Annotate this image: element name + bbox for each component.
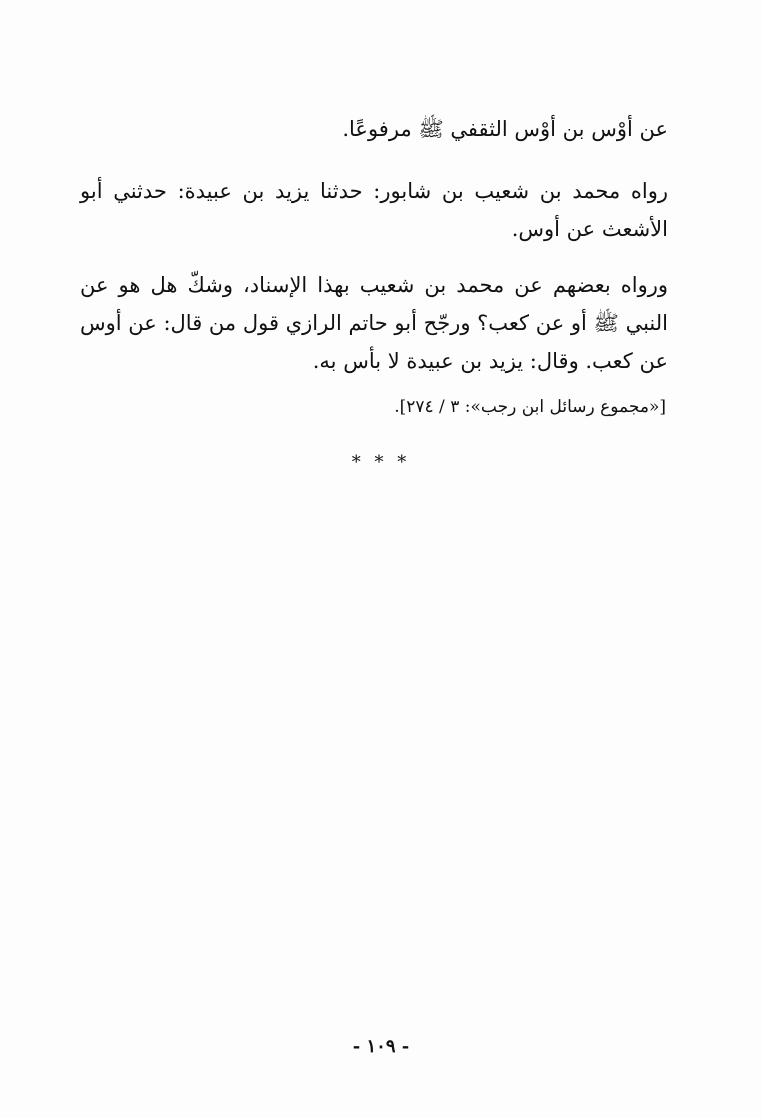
section-separator: * * *	[351, 452, 411, 473]
text-line: عن كعب. وقال: يزيد بن عبيدة لا بأس به.	[312, 349, 668, 373]
text-line: رواه محمد بن شعيب بن شابور: حدثنا يزيد بن عبيدة: حدثني أبو	[80, 179, 668, 203]
paragraph-chain-of-narration	[80, 172, 668, 248]
text-line: ورواه بعضهم عن محمد بن شعيب بهذا الإسناد، وشكّ هل هو عن	[80, 273, 668, 297]
source-citation: [«مجموع رسائل ابن رجب»: ٣ / ٢٧٤].	[394, 397, 666, 417]
paragraph-hadith-narration	[80, 110, 668, 148]
paragraph-variant-narration	[80, 266, 668, 380]
page-number: - ١٠٩ -	[352, 1036, 410, 1057]
text-line: عن أوْس بن أوْس الثقفي ﷺ مرفوعًا.	[342, 117, 668, 141]
text-line: الأشعث عن أوس.	[511, 217, 668, 241]
text-line: النبي ﷺ أو عن كعب؟ ورجّح أبو حاتم الرازي قول من قال: عن أوس	[80, 311, 668, 335]
